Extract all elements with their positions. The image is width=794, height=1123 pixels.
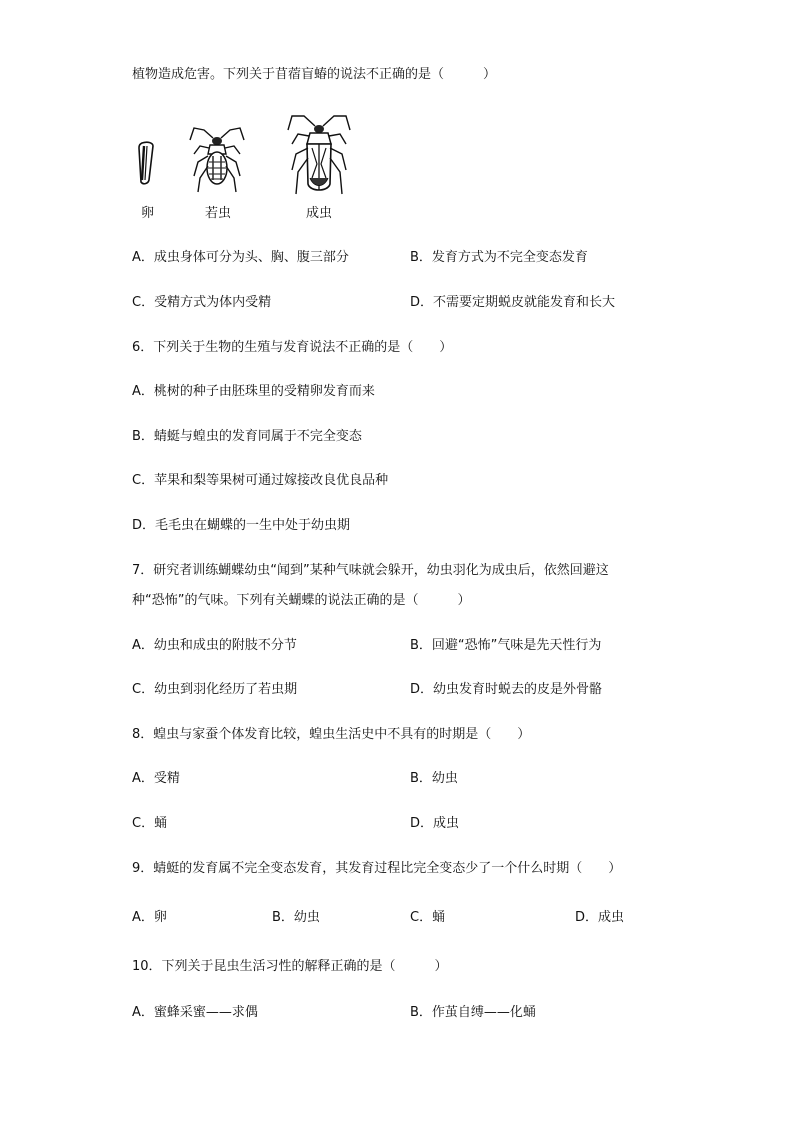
figure-label-nymph: 若虫 [205, 206, 232, 221]
question-6-stem: 6．下列关于生物的生殖与发育说法不正确的是（ ） [132, 340, 453, 355]
q8-option-d: D．成虫 [410, 816, 460, 831]
q8-option-a: A．受精 [132, 771, 180, 786]
q8-option-b: B．幼虫 [410, 771, 458, 786]
figure-label-egg: 卵 [141, 206, 155, 221]
question-5-stem-tail: 植物造成危害。下列关于苜蓿盲蝽的说法不正确的是（ ） [132, 67, 497, 82]
q6-option-c: C．苹果和梨等果树可通过嫁接改良优良品种 [132, 473, 389, 488]
q9-option-b: B．幼虫 [272, 910, 320, 925]
adult-illustration [284, 112, 354, 200]
q8-option-c: C．蛹 [132, 816, 168, 831]
q9-option-d: D．成虫 [575, 910, 625, 925]
q6-option-d: D．毛毛虫在蝴蝶的一生中处于幼虫期 [132, 518, 351, 533]
q7-option-b: B．回避“恐怖”气味是先天性行为 [410, 638, 602, 653]
q7-option-a: A．幼虫和成虫的附肢不分节 [132, 638, 297, 653]
q5-option-b: B．发育方式为不完全变态发育 [410, 250, 588, 265]
question-10-stem: 10．下列关于昆虫生活习性的解释正确的是（ ） [132, 959, 448, 974]
q5-option-d: D．不需要定期蜕皮就能发育和长大 [410, 295, 616, 310]
question-7-stem-line-1: 7．研究者训练蝴蝶幼虫“闻到”某种气味就会躲开，幼虫羽化为成虫后，依然回避这 [132, 563, 609, 578]
q9-option-a: A．卵 [132, 910, 167, 925]
question-7-stem-line-2: 种“恐怖”的气味。下列有关蝴蝶的说法正确的是（ ） [132, 593, 471, 608]
egg-illustration [134, 140, 160, 186]
figure-label-adult: 成虫 [306, 206, 333, 221]
q5-option-a: A．成虫身体可分为头、胸、腹三部分 [132, 250, 349, 265]
q7-option-c: C．幼虫到羽化经历了若虫期 [132, 682, 298, 697]
question-9-stem: 9．蜻蜓的发育属不完全变态发育，其发育过程比完全变态少了一个什么时期（ ） [132, 861, 622, 876]
q10-option-a: A．蜜蜂采蜜——求偶 [132, 1005, 258, 1020]
nymph-illustration [186, 126, 248, 196]
q5-option-c: C．受精方式为体内受精 [132, 295, 272, 310]
q6-option-b: B．蜻蜓与蝗虫的发育同属于不完全变态 [132, 429, 362, 444]
q6-option-a: A．桃树的种子由胚珠里的受精卵发育而来 [132, 384, 375, 399]
q7-option-d: D．幼虫发育时蜕去的皮是外骨骼 [410, 682, 603, 697]
question-8-stem: 8．蝗虫与家蚕个体发育比较，蝗虫生活史中不具有的时期是（ ） [132, 727, 531, 742]
q10-option-b: B．作茧自缚——化蛹 [410, 1005, 536, 1020]
q9-option-c: C．蛹 [410, 910, 446, 925]
